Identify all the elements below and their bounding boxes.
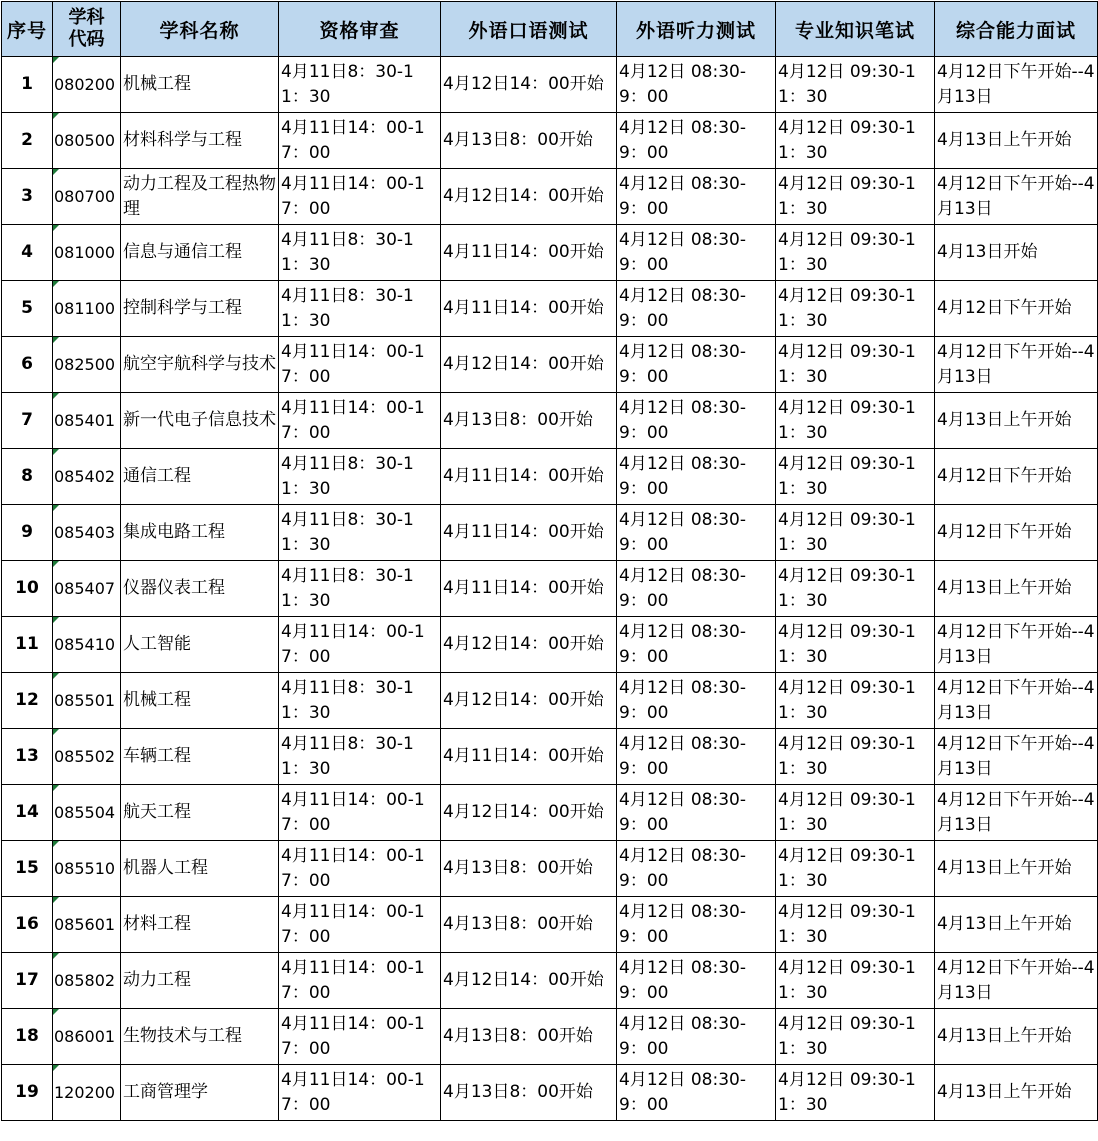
header-code xyxy=(53,2,121,57)
interview-time: 4月12日下午开始--4月13日 xyxy=(935,729,1098,785)
written-exam-time: 4月12日 09:30-11：30 xyxy=(776,729,935,785)
interview-time: 4月12日下午开始--4月13日 xyxy=(935,785,1098,841)
row-number: 2 xyxy=(2,113,53,169)
table-row xyxy=(2,113,1098,169)
row-number: 8 xyxy=(2,449,53,505)
oral-test-time: 4月13日8：00开始 xyxy=(441,897,617,953)
listening-test-time: 4月12日 08:30-9：00 xyxy=(617,617,776,673)
header-no: 序号 xyxy=(2,2,53,57)
listening-test-time: 4月12日 08:30-9：00 xyxy=(617,785,776,841)
written-exam-time: 4月12日 09:30-11：30 xyxy=(776,169,935,225)
table-row xyxy=(2,225,1098,281)
interview-time: 4月13日上午开始 xyxy=(935,113,1098,169)
written-exam-time: 4月12日 09:30-11：30 xyxy=(776,1065,935,1121)
row-number: 19 xyxy=(2,1065,53,1121)
oral-test-time: 4月12日14：00开始 xyxy=(441,785,617,841)
row-number: 15 xyxy=(2,841,53,897)
written-exam-time: 4月12日 09:30-11：30 xyxy=(776,113,935,169)
interview-time: 4月12日下午开始 xyxy=(935,505,1098,561)
listening-test-time: 4月12日 08:30-9：00 xyxy=(617,169,776,225)
table-row xyxy=(2,785,1098,841)
discipline-code: 081000 xyxy=(53,225,121,281)
oral-test-time: 4月11日14：00开始 xyxy=(441,281,617,337)
listening-test-time: 4月12日 08:30-9：00 xyxy=(617,841,776,897)
discipline-name: 动力工程及工程热物理 xyxy=(121,169,279,225)
oral-test-time: 4月13日8：00开始 xyxy=(441,841,617,897)
discipline-code: 080200 xyxy=(53,57,121,113)
written-exam-time: 4月12日 09:30-11：30 xyxy=(776,673,935,729)
oral-test-time: 4月13日8：00开始 xyxy=(441,1065,617,1121)
interview-time: 4月13日上午开始 xyxy=(935,1009,1098,1065)
qualification-review-time: 4月11日14：00-17：00 xyxy=(279,1065,441,1121)
discipline-name: 人工智能 xyxy=(121,617,279,673)
written-exam-time: 4月12日 09:30-11：30 xyxy=(776,225,935,281)
oral-test-time: 4月11日14：00开始 xyxy=(441,505,617,561)
table-row xyxy=(2,673,1098,729)
row-number: 18 xyxy=(2,1009,53,1065)
discipline-name: 新一代电子信息技术 xyxy=(121,393,279,449)
written-exam-time: 4月12日 09:30-11：30 xyxy=(776,897,935,953)
discipline-name: 材料工程 xyxy=(121,897,279,953)
discipline-name: 机器人工程 xyxy=(121,841,279,897)
oral-test-time: 4月12日14：00开始 xyxy=(441,617,617,673)
discipline-code: 085510 xyxy=(53,841,121,897)
qualification-review-time: 4月11日8：30-11：30 xyxy=(279,505,441,561)
table-row xyxy=(2,1065,1098,1121)
discipline-name: 材料科学与工程 xyxy=(121,113,279,169)
table-row xyxy=(2,281,1098,337)
discipline-code: 085407 xyxy=(53,561,121,617)
listening-test-time: 4月12日 08:30-9：00 xyxy=(617,337,776,393)
discipline-code: 081100 xyxy=(53,281,121,337)
table-row xyxy=(2,57,1098,113)
interview-time: 4月12日下午开始--4月13日 xyxy=(935,169,1098,225)
discipline-name: 信息与通信工程 xyxy=(121,225,279,281)
listening-test-time: 4月12日 08:30-9：00 xyxy=(617,953,776,1009)
written-exam-time: 4月12日 09:30-11：30 xyxy=(776,785,935,841)
written-exam-time: 4月12日 09:30-11：30 xyxy=(776,1009,935,1065)
interview-time: 4月13日上午开始 xyxy=(935,561,1098,617)
oral-test-time: 4月12日14：00开始 xyxy=(441,673,617,729)
discipline-name: 航空宇航科学与技术 xyxy=(121,337,279,393)
header-code-line1: 学科 xyxy=(68,7,105,28)
written-exam-time: 4月12日 09:30-11：30 xyxy=(776,841,935,897)
table-row xyxy=(2,953,1098,1009)
qualification-review-time: 4月11日14：00-17：00 xyxy=(279,1009,441,1065)
listening-test-time: 4月12日 08:30-9：00 xyxy=(617,1065,776,1121)
oral-test-time: 4月12日14：00开始 xyxy=(441,953,617,1009)
row-number: 10 xyxy=(2,561,53,617)
discipline-code: 085401 xyxy=(53,393,121,449)
header-name: 学科名称 xyxy=(121,2,279,57)
qualification-review-time: 4月11日8：30-11：30 xyxy=(279,225,441,281)
header-row xyxy=(2,2,1098,57)
discipline-code: 085601 xyxy=(53,897,121,953)
interview-time: 4月12日下午开始 xyxy=(935,281,1098,337)
oral-test-time: 4月11日14：00开始 xyxy=(441,729,617,785)
listening-test-time: 4月12日 08:30-9：00 xyxy=(617,393,776,449)
header-oral: 外语口语测试 xyxy=(441,2,617,57)
oral-test-time: 4月13日8：00开始 xyxy=(441,113,617,169)
discipline-code: 080700 xyxy=(53,169,121,225)
qualification-review-time: 4月11日14：00-17：00 xyxy=(279,113,441,169)
header-qualification: 资格审查 xyxy=(279,2,441,57)
table-body xyxy=(2,57,1098,1121)
table-row xyxy=(2,1009,1098,1065)
row-number: 14 xyxy=(2,785,53,841)
qualification-review-time: 4月11日14：00-17：00 xyxy=(279,169,441,225)
interview-time: 4月12日下午开始--4月13日 xyxy=(935,617,1098,673)
header-interview: 综合能力面试 xyxy=(935,2,1098,57)
table-row xyxy=(2,729,1098,785)
discipline-code: 086001 xyxy=(53,1009,121,1065)
listening-test-time: 4月12日 08:30-9：00 xyxy=(617,57,776,113)
table-row xyxy=(2,337,1098,393)
qualification-review-time: 4月11日14：00-17：00 xyxy=(279,953,441,1009)
written-exam-time: 4月12日 09:30-11：30 xyxy=(776,617,935,673)
qualification-review-time: 4月11日8：30-11：30 xyxy=(279,57,441,113)
oral-test-time: 4月11日14：00开始 xyxy=(441,449,617,505)
discipline-code: 082500 xyxy=(53,337,121,393)
row-number: 5 xyxy=(2,281,53,337)
interview-time: 4月12日下午开始--4月13日 xyxy=(935,337,1098,393)
row-number: 13 xyxy=(2,729,53,785)
discipline-name: 车辆工程 xyxy=(121,729,279,785)
discipline-name: 动力工程 xyxy=(121,953,279,1009)
row-number: 7 xyxy=(2,393,53,449)
written-exam-time: 4月12日 09:30-11：30 xyxy=(776,505,935,561)
discipline-name: 控制科学与工程 xyxy=(121,281,279,337)
table-row xyxy=(2,169,1098,225)
listening-test-time: 4月12日 08:30-9：00 xyxy=(617,729,776,785)
written-exam-time: 4月12日 09:30-11：30 xyxy=(776,57,935,113)
discipline-code: 085502 xyxy=(53,729,121,785)
row-number: 1 xyxy=(2,57,53,113)
discipline-name: 机械工程 xyxy=(121,673,279,729)
oral-test-time: 4月13日8：00开始 xyxy=(441,393,617,449)
discipline-name: 机械工程 xyxy=(121,57,279,113)
discipline-code: 085403 xyxy=(53,505,121,561)
interview-time: 4月13日上午开始 xyxy=(935,841,1098,897)
discipline-name: 航天工程 xyxy=(121,785,279,841)
discipline-name: 工商管理学 xyxy=(121,1065,279,1121)
qualification-review-time: 4月11日8：30-11：30 xyxy=(279,673,441,729)
listening-test-time: 4月12日 08:30-9：00 xyxy=(617,1009,776,1065)
qualification-review-time: 4月11日14：00-17：00 xyxy=(279,841,441,897)
qualification-review-time: 4月11日8：30-11：30 xyxy=(279,449,441,505)
table-header xyxy=(2,2,1098,57)
written-exam-time: 4月12日 09:30-11：30 xyxy=(776,561,935,617)
interview-time: 4月12日下午开始--4月13日 xyxy=(935,673,1098,729)
row-number: 9 xyxy=(2,505,53,561)
qualification-review-time: 4月11日14：00-17：00 xyxy=(279,393,441,449)
discipline-name: 仪器仪表工程 xyxy=(121,561,279,617)
oral-test-time: 4月12日14：00开始 xyxy=(441,169,617,225)
header-written: 专业知识笔试 xyxy=(776,2,935,57)
interview-time: 4月13日上午开始 xyxy=(935,393,1098,449)
header-listening: 外语听力测试 xyxy=(617,2,776,57)
oral-test-time: 4月11日14：00开始 xyxy=(441,561,617,617)
row-number: 12 xyxy=(2,673,53,729)
oral-test-time: 4月12日14：00开始 xyxy=(441,57,617,113)
exam-schedule-table xyxy=(1,1,1098,1121)
discipline-name: 集成电路工程 xyxy=(121,505,279,561)
listening-test-time: 4月12日 08:30-9：00 xyxy=(617,281,776,337)
interview-time: 4月13日上午开始 xyxy=(935,1065,1098,1121)
row-number: 17 xyxy=(2,953,53,1009)
table-row xyxy=(2,449,1098,505)
interview-time: 4月12日下午开始 xyxy=(935,449,1098,505)
table-row xyxy=(2,617,1098,673)
header-code-line2: 代码 xyxy=(68,29,105,50)
interview-time: 4月13日上午开始 xyxy=(935,897,1098,953)
discipline-code: 085802 xyxy=(53,953,121,1009)
qualification-review-time: 4月11日14：00-17：00 xyxy=(279,617,441,673)
table-row xyxy=(2,505,1098,561)
qualification-review-time: 4月11日14：00-17：00 xyxy=(279,337,441,393)
written-exam-time: 4月12日 09:30-11：30 xyxy=(776,449,935,505)
table-row xyxy=(2,897,1098,953)
row-number: 3 xyxy=(2,169,53,225)
qualification-review-time: 4月11日8：30-11：30 xyxy=(279,561,441,617)
discipline-code: 085410 xyxy=(53,617,121,673)
qualification-review-time: 4月11日14：00-17：00 xyxy=(279,785,441,841)
written-exam-time: 4月12日 09:30-11：30 xyxy=(776,393,935,449)
discipline-code: 085402 xyxy=(53,449,121,505)
qualification-review-time: 4月11日8：30-11：30 xyxy=(279,729,441,785)
listening-test-time: 4月12日 08:30-9：00 xyxy=(617,673,776,729)
listening-test-time: 4月12日 08:30-9：00 xyxy=(617,897,776,953)
row-number: 11 xyxy=(2,617,53,673)
oral-test-time: 4月13日8：00开始 xyxy=(441,1009,617,1065)
written-exam-time: 4月12日 09:30-11：30 xyxy=(776,953,935,1009)
listening-test-time: 4月12日 08:30-9：00 xyxy=(617,113,776,169)
discipline-code: 085501 xyxy=(53,673,121,729)
discipline-code: 080500 xyxy=(53,113,121,169)
listening-test-time: 4月12日 08:30-9：00 xyxy=(617,225,776,281)
listening-test-time: 4月12日 08:30-9：00 xyxy=(617,561,776,617)
discipline-name: 生物技术与工程 xyxy=(121,1009,279,1065)
row-number: 6 xyxy=(2,337,53,393)
written-exam-time: 4月12日 09:30-11：30 xyxy=(776,281,935,337)
table-row xyxy=(2,393,1098,449)
row-number: 4 xyxy=(2,225,53,281)
listening-test-time: 4月12日 08:30-9：00 xyxy=(617,505,776,561)
oral-test-time: 4月11日14：00开始 xyxy=(441,225,617,281)
interview-time: 4月12日下午开始--4月13日 xyxy=(935,953,1098,1009)
row-number: 16 xyxy=(2,897,53,953)
discipline-code: 120200 xyxy=(53,1065,121,1121)
oral-test-time: 4月12日14：00开始 xyxy=(441,337,617,393)
written-exam-time: 4月12日 09:30-11：30 xyxy=(776,337,935,393)
qualification-review-time: 4月11日8：30-11：30 xyxy=(279,281,441,337)
listening-test-time: 4月12日 08:30-9：00 xyxy=(617,449,776,505)
discipline-name: 通信工程 xyxy=(121,449,279,505)
interview-time: 4月13日开始 xyxy=(935,225,1098,281)
table-row xyxy=(2,841,1098,897)
interview-time: 4月12日下午开始--4月13日 xyxy=(935,57,1098,113)
discipline-code: 085504 xyxy=(53,785,121,841)
table-row xyxy=(2,561,1098,617)
qualification-review-time: 4月11日14：00-17：00 xyxy=(279,897,441,953)
